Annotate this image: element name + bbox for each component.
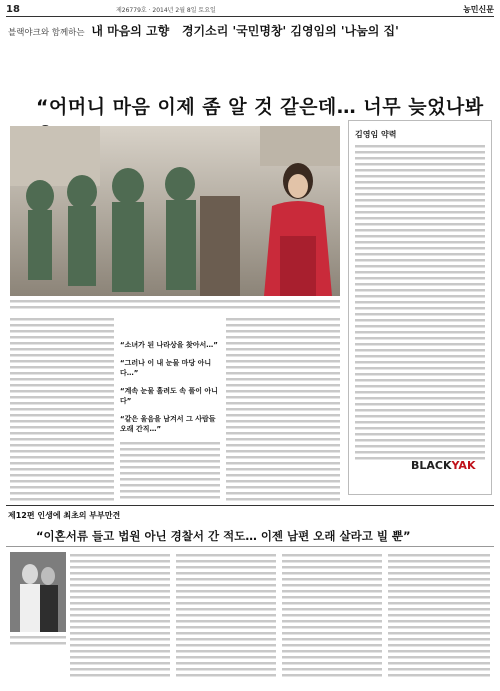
pull-quote-3: “계속 눈물 흘려도 속 풀이 아니다” (120, 387, 218, 405)
article-column-2 (120, 440, 220, 500)
article-column-3 (226, 316, 340, 501)
lower-column-3 (282, 552, 382, 678)
article-column-1 (10, 316, 114, 501)
page-number: 18 (6, 4, 20, 15)
lower-column-1 (70, 552, 170, 678)
lower-column-4 (388, 552, 490, 678)
logo-prefix: BLACK (411, 459, 452, 472)
section-rule (6, 505, 494, 506)
publication-name: 농민신문 (463, 5, 494, 14)
pull-quote-4: “같은 울음을 남겨서 그 사람들 오래 간직…” (120, 415, 216, 433)
profile-text (355, 143, 485, 461)
lower-headline: “이혼서류 들고 법원 아닌 경찰서 간 적도… 이젠 남편 오래 살라고 빌 뿐” (36, 529, 411, 543)
pull-quotes (120, 340, 220, 442)
publication-info: 제26779호 · 2014년 2월 8일 토요일 (116, 7, 216, 14)
pull-quote-2: “그러나 이 내 눈물 마당 아니다…” (120, 359, 212, 377)
series-banner (8, 22, 399, 42)
lower-rule (6, 546, 494, 547)
lower-photo-caption (10, 634, 66, 645)
profile-heading: 김영임 약력 (355, 130, 397, 139)
lower-photo (10, 552, 66, 632)
pull-quote-1: “소녀가 된 나라상을 찾아서…” (120, 341, 218, 349)
page-header (6, 4, 494, 16)
lower-column-2 (176, 552, 276, 678)
main-headline: “어머니 마음 이제 좀 알 것 같은데… 너무 늦었나봐 (36, 96, 484, 118)
lower-subheading: 제12편 인생에 최초의 부부만견 (8, 511, 121, 520)
logo-suffix: YAK (451, 459, 476, 472)
profile-box (348, 120, 492, 495)
photo-caption (10, 298, 340, 310)
series-prefix: 블랙야크와 함께하는 (8, 28, 85, 38)
series-title: 경기소리 '국민명창' 김영임의 '나눔의 집' (181, 24, 399, 38)
blackyak-logo (411, 459, 475, 472)
header-rule (6, 16, 494, 17)
main-photo (10, 126, 340, 296)
series-brand: 내 마음의 고향 (91, 24, 170, 38)
